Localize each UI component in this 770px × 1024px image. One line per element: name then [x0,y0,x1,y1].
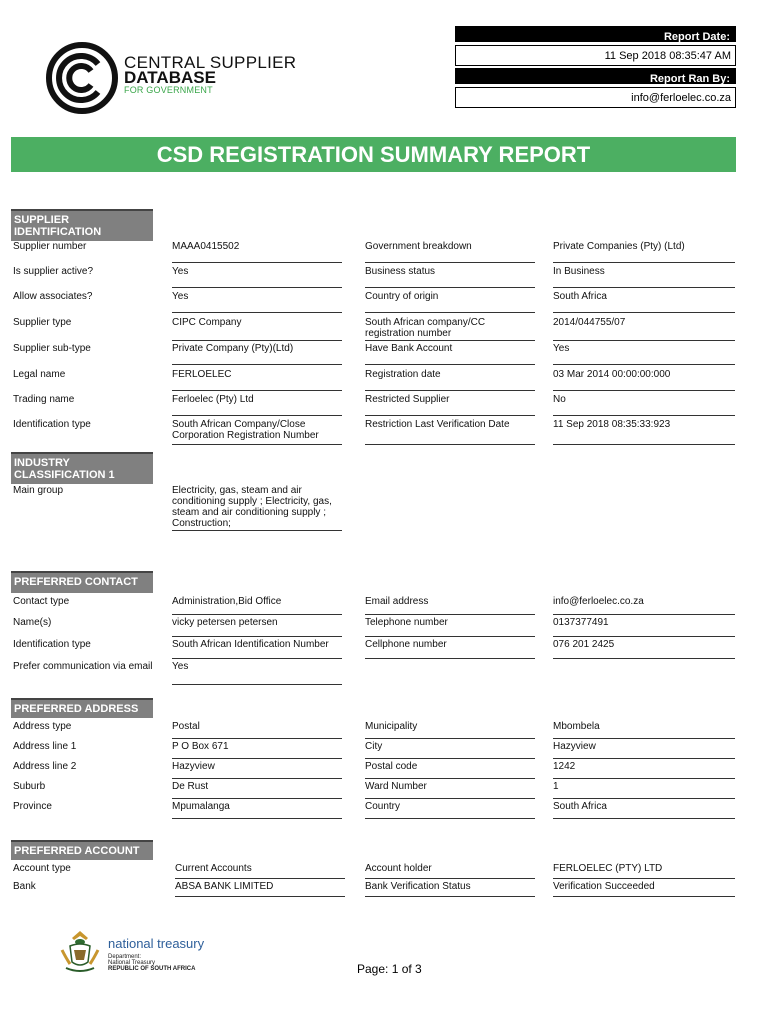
address-row-0-l1: Address type [13,721,72,732]
account-row-1-l1: Bank [13,881,36,892]
page-title: CSD REGISTRATION SUMMARY REPORT [11,137,736,172]
report-meta [455,26,736,108]
supplier-row-4-l1: Supplier sub-type [13,343,91,354]
contact-row-2-l1: Identification type [13,639,91,650]
contact-row-3-l1: Prefer communication via email [13,661,153,672]
supplier-row-1-v2: In Business [553,266,735,288]
address-row-3-v2: 1 [553,781,735,799]
address-row-2-l2: Postal code [365,761,535,779]
national-treasury-dept [108,954,195,972]
address-row-0-l2: Municipality [365,721,535,739]
supplier-row-3-v2: 2014/044755/07 [553,317,735,341]
supplier-row-3-v1: CIPC Company [172,317,342,341]
account-row-0-l1: Account type [13,863,71,874]
main-group-label: Main group [13,485,64,496]
contact-row-0-l1: Contact type [13,596,70,607]
supplier-row-3-l1: Supplier type [13,317,72,328]
address-row-1-v1: P O Box 671 [172,741,342,759]
section-industry-classification: INDUSTRY CLASSIFICATION 1 [11,452,153,484]
supplier-row-6-v2: No [553,394,735,416]
main-group-value: Electricity, gas, steam and air conditioning supply ; Electricity, gas, steam and air conditioning supply ; Construction; [172,485,342,531]
supplier-row-2-v1: Yes [172,291,342,313]
address-row-4-l1: Province [13,801,52,812]
address-row-1-v2: Hazyview [553,741,735,759]
address-row-3-l2: Ward Number [365,781,535,799]
supplier-row-6-v1: Ferloelec (Pty) Ltd [172,394,342,416]
account-row-0-v1: Current Accounts [175,863,345,879]
account-row-0-v2: FERLOELEC (PTY) LTD [553,863,735,879]
address-row-4-v2: South Africa [553,801,735,819]
address-row-3-l1: Suburb [13,781,46,792]
supplier-row-5-v2: 03 Mar 2014 00:00:00:000 [553,369,735,391]
supplier-row-3-l2: South African company/CC registration number [365,317,535,341]
contact-row-0-v2: info@ferloelec.co.za [553,596,735,615]
supplier-row-7-v2: 11 Sep 2018 08:35:33:923 [553,419,735,445]
supplier-row-7-l1: Identification type [13,419,91,430]
supplier-row-6-l1: Trading name [13,394,75,405]
supplier-row-2-l1: Allow associates? [13,291,93,302]
section-supplier-identification: SUPPLIER IDENTIFICATION [11,209,153,241]
nt-line1: Department: [108,954,142,960]
section-preferred-account: PREFERRED ACCOUNT [11,840,153,860]
logo-line1: CENTRAL SUPPLIER [124,53,297,72]
address-row-2-l1: Address line 2 [13,761,77,772]
supplier-row-1-l1: Is supplier active? [13,266,94,277]
address-row-2-v2: 1242 [553,761,735,779]
nt-line3: REPUBLIC OF SOUTH AFRICA [108,966,196,972]
account-row-1-v2: Verification Succeeded [553,881,735,897]
supplier-row-5-l2: Registration date [365,369,535,391]
supplier-row-0-l1: Supplier number [13,241,87,252]
logo-line3: FOR GOVERNMENT [124,85,213,95]
address-row-3-v1: De Rust [172,781,342,799]
supplier-row-4-v1: Private Company (Pty)(Ltd) [172,343,342,365]
contact-row-1-v2: 0137377491 [553,617,735,637]
supplier-row-1-l2: Business status [365,266,535,288]
contact-row-1-l1: Name(s) [13,617,52,628]
supplier-row-2-l2: Country of origin [365,291,535,313]
supplier-row-0-v2: Private Companies (Pty) (Ltd) [553,241,735,263]
report-ran-by-label: Report Ran By: [455,68,736,84]
contact-row-1-l2: Telephone number [365,617,535,637]
supplier-row-5-l1: Legal name [13,369,66,380]
nt-line2: National Treasury [108,960,156,966]
supplier-row-1-v1: Yes [172,266,342,288]
contact-row-3-v1: Yes [172,661,342,685]
coat-of-arms-icon [58,928,102,974]
contact-row-0-v1: Administration,Bid Office [172,596,342,615]
address-row-1-l2: City [365,741,535,759]
report-date-label: Report Date: [455,26,736,42]
supplier-row-7-l2: Restriction Last Verification Date [365,419,535,445]
address-row-4-v1: Mpumalanga [172,801,342,819]
contact-row-1-v1: vicky petersen petersen [172,617,342,637]
address-row-0-v2: Mbombela [553,721,735,739]
account-row-1-v1: ABSA BANK LIMITED [175,881,345,897]
contact-row-0-l2: Email address [365,596,535,615]
supplier-row-6-l2: Restricted Supplier [365,394,535,416]
page-number: Page: 1 of 3 [357,962,422,976]
contact-row-2-v2: 076 201 2425 [553,639,735,659]
account-row-0-l2: Account holder [365,863,535,879]
section-preferred-contact: PREFERRED CONTACT [11,571,153,593]
csd-logo-icon [46,42,118,114]
address-row-4-l2: Country [365,801,535,819]
contact-row-2-l2: Cellphone number [365,639,535,659]
report-ran-by-value: info@ferloelec.co.za [455,87,736,108]
address-row-2-v1: Hazyview [172,761,342,779]
supplier-row-4-v2: Yes [553,343,735,365]
logo-line2: DATABASE [124,68,216,87]
section-preferred-address: PREFERRED ADDRESS [11,698,153,718]
account-row-1-l2: Bank Verification Status [365,881,535,897]
national-treasury-name: national treasury [108,936,205,951]
supplier-row-5-v1: FERLOELEC [172,369,342,391]
supplier-row-0-l2: Government breakdown [365,241,535,263]
address-row-0-v1: Postal [172,721,342,739]
supplier-row-2-v2: South Africa [553,291,735,313]
address-row-1-l1: Address line 1 [13,741,77,752]
report-date-value: 11 Sep 2018 08:35:47 AM [455,45,736,66]
supplier-row-0-v1: MAAA0415502 [172,241,342,263]
supplier-row-4-l2: Have Bank Account [365,343,535,365]
supplier-row-7-v1: South African Company/Close Corporation Registration Number [172,419,342,445]
contact-row-2-v1: South African Identification Number [172,639,342,659]
